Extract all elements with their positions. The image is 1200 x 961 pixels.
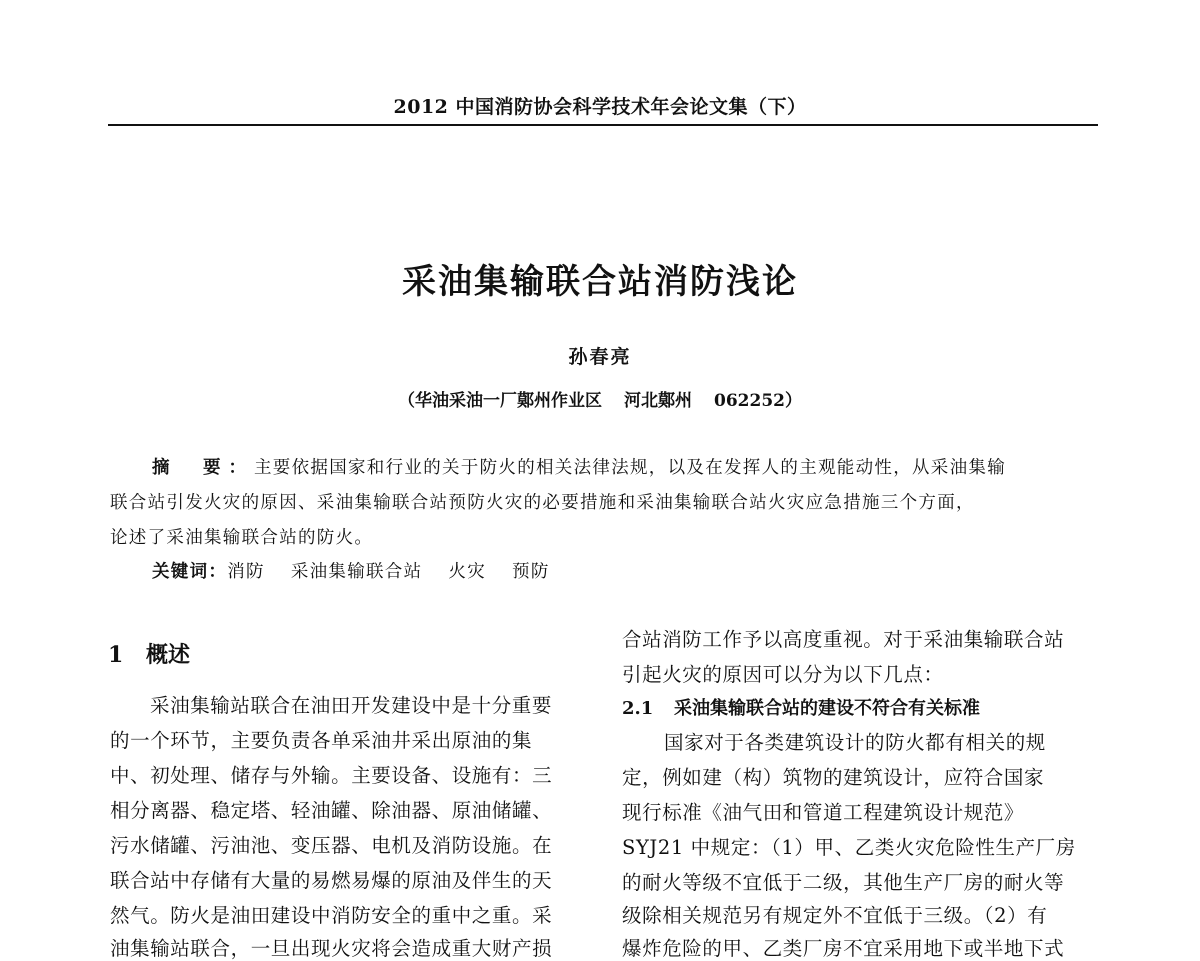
body-line: 引起火灾的原因可以分为以下几点： — [622, 663, 944, 686]
affiliation-location: 河北鄚州 — [624, 391, 692, 411]
body-line: 联合站中存储有大量的易燃易爆的原油及伴生的天 — [110, 869, 553, 892]
paper-title: 采油集输联合站消防浅论 — [402, 262, 798, 302]
body-line: 合站消防工作予以高度重视。对于采油集输联合站 — [622, 628, 1065, 651]
body-line: 级除相关规范另有规定外不宜低于三级。（2）有 — [622, 904, 1048, 927]
body-line: 油集输站联合，一旦出现火灾将会造成重大财产损 — [110, 937, 553, 960]
body-line: 现行标准《油气田和管道工程建筑设计规范》 — [622, 801, 1025, 824]
affiliation-postcode: 062252） — [714, 391, 802, 411]
header-rule — [108, 124, 1098, 126]
abstract-text: 主要依据国家和行业的关于防火的相关法律法规，以及在发挥人的主观能动性，从采油集输 — [254, 458, 1006, 478]
body-line: 爆炸危险的甲、乙类厂房不宜采用地下或半地下式 — [622, 937, 1065, 960]
body-line: 中、初处理、储存与外输。主要设备、设施有：三 — [110, 764, 553, 787]
author-name: 孙春亮 — [568, 346, 632, 368]
abstract-line: 论述了采油集输联合站的防火。 — [110, 528, 374, 548]
body-line: 定，例如建（构）筑物的建筑设计，应符合国家 — [622, 766, 1045, 789]
subsection-title: 采油集输联合站的建设不符合有关标准 — [674, 698, 980, 719]
body-line: 的一个环节，主要负责各单采油井采出原油的集 — [110, 729, 533, 752]
affiliation-org: （华油采油一厂鄚州作业区 — [398, 391, 602, 411]
running-header: 2012 中国消防协会科学技术年会论文集（下） — [393, 96, 807, 118]
body-line: 污水储罐、污油池、变压器、电机及消防设施。在 — [110, 834, 553, 857]
body-line: 的耐火等级不宜低于二级，其他生产厂房的耐火等 — [622, 871, 1065, 894]
keyword: 消防 — [227, 562, 265, 582]
section-title: 概述 — [146, 642, 191, 668]
body-line: 国家对于各类建筑设计的防火都有相关的规 — [664, 731, 1046, 754]
section-number: 1 — [108, 642, 124, 668]
body-line: 然气。防火是油田建设中消防安全的重中之重。采 — [110, 904, 553, 927]
keyword: 预防 — [512, 562, 550, 582]
body-line: 采油集输站联合在油田开发建设中是十分重要 — [150, 694, 553, 717]
abstract-line — [152, 454, 1006, 479]
subsection-heading — [622, 694, 980, 720]
subsection-number: 2.1 — [622, 698, 654, 719]
body-line: SYJ21 中规定：（1）甲、乙类火灾危险性生产厂房 — [622, 836, 1076, 859]
keyword: 采油集输联合站 — [290, 562, 423, 582]
keyword: 火灾 — [448, 562, 487, 582]
keywords-line — [152, 558, 576, 583]
section-heading — [108, 638, 190, 669]
keywords-label: 关键词： — [152, 562, 228, 582]
abstract-line: 联合站引发火灾的原因、采油集输联合站预防火灾的必要措施和采油集输联合站火灾应急措施三个方面， — [110, 493, 975, 513]
abstract-label: 摘 要： — [152, 458, 254, 478]
affiliation — [0, 386, 1200, 411]
body-line: 相分离器、稳定塔、轻油罐、除油器、原油储罐、 — [110, 799, 553, 822]
